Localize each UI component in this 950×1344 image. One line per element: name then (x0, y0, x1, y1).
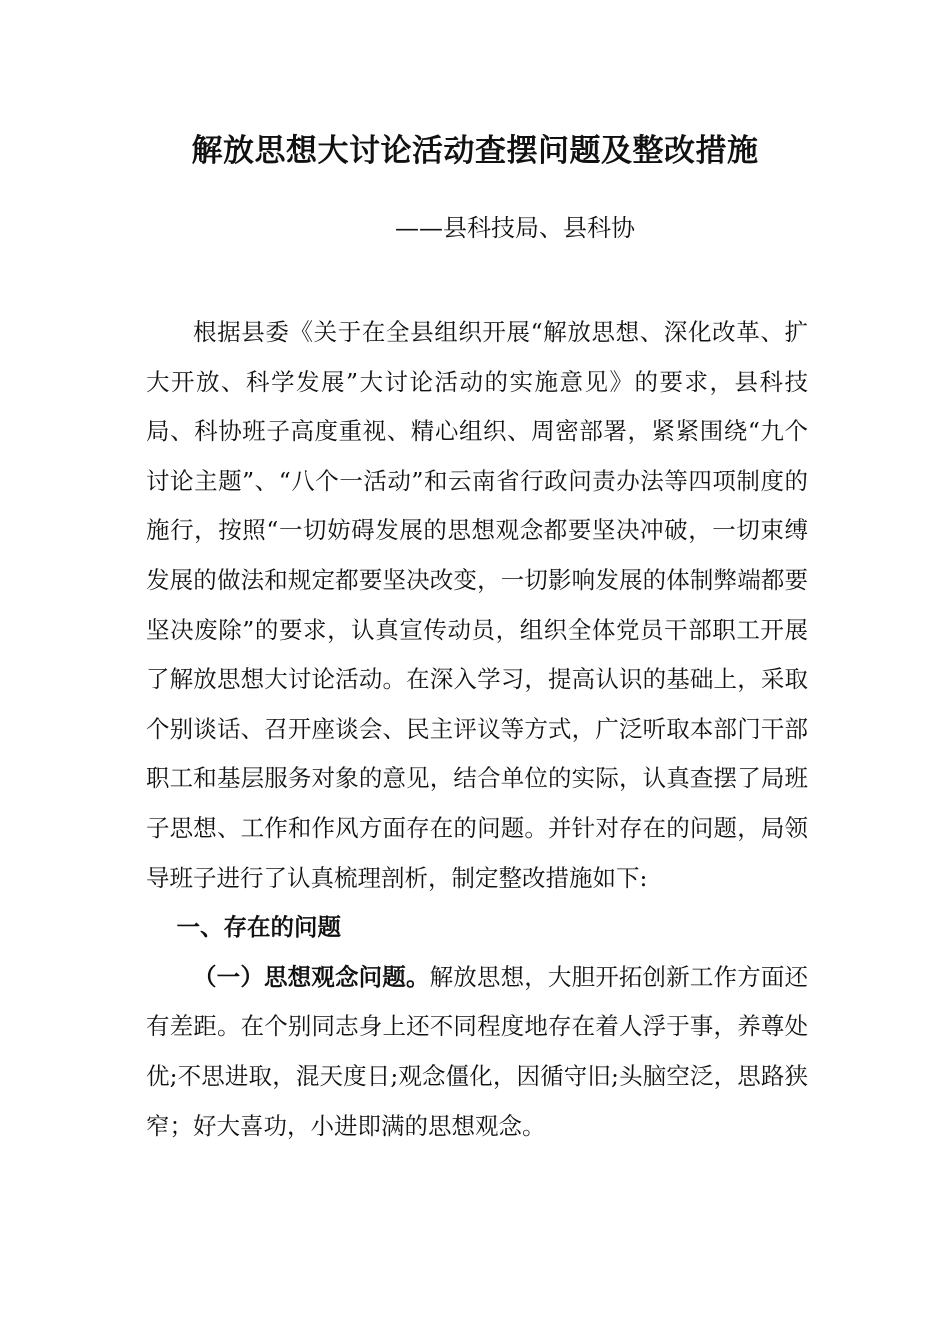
document-title: 解放思想大讨论活动查摆问题及整改措施 (191, 133, 759, 169)
problem-item-1 (146, 953, 808, 1151)
section-heading-problems: 一、存在的问题 (176, 913, 342, 942)
intro-paragraph: 根据县委《关于在全县组织开展“解放思想、深化改革、扩大开放、科学发展”大讨论活动的实施意见》的要求，县科技局、科协班子高度重视、精心组织、周密部署，紧紧围绕“九个讨论主题”、“八个一活动”和云南省行政问责办法等四项制度的施行，按照“一切妨碍发展的思想观念都要坚决冲破，一切束缚发展的做法和规定都要坚决改变，一切影响发展的体制弊端都要坚决废除”的要求，认真宣传动员，组织全体党员干部职工开展了解放思想大讨论活动。在深入学习，提高认识的基础上，采取个别谈话、召开座谈会、民主评议等方式，广泛听取本部门干部职工和基层服务对象的意见，结合单位的实际，认真查摆了局班子思想、工作和作风方面存在的问题。并针对存在的问题，局领导班子进行了认真梳理剖析，制定整改措施如下: (146, 318, 808, 892)
problem-item-1-text: 解放思想，大胆开拓创新工作方面还有差距。在个别同志身上还不同程度地存在着人浮于事，养尊处优;不思进取，混天度日;观念僵化，因循守旧;头脑空泛，思路狭窄；好大喜功，小进即满的思想观念。 (146, 962, 809, 1140)
document-body (146, 308, 808, 1151)
document-subtitle: ——县科技局、县科协 (395, 214, 635, 242)
problem-item-1-lead: （一）思想观念问题。 (193, 962, 430, 991)
